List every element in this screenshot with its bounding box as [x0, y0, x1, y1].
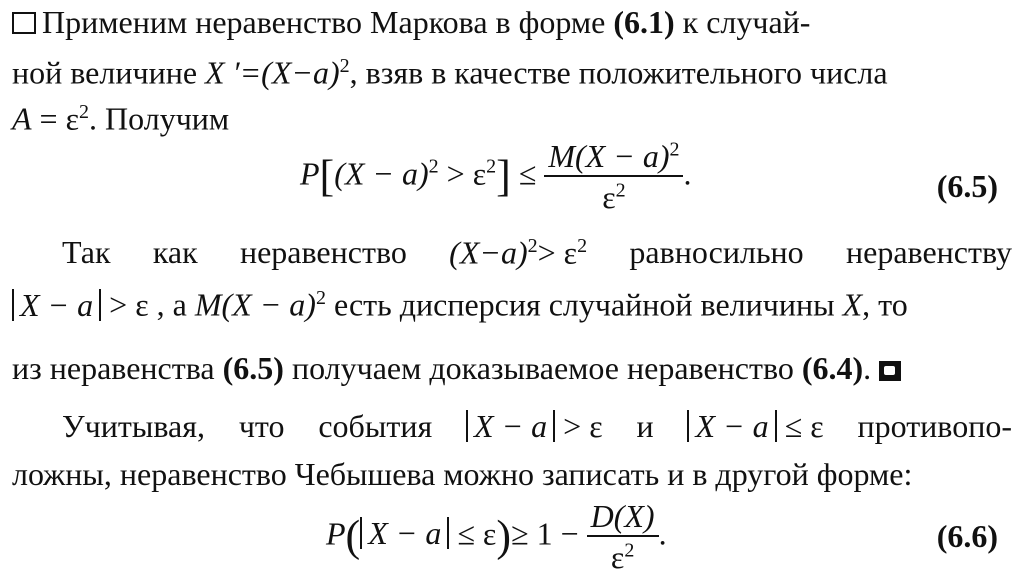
- para3-line1: Учитывая, что события X − a > ε и X − a ≤ ε противопо-: [62, 408, 1012, 444]
- fraction-6-6: $\frac{D(X)}{\varepsilon^2}$: [587, 498, 659, 576]
- proof-end-square-icon: [879, 361, 901, 381]
- abs-x-minus-a: X − a: [12, 289, 101, 321]
- ref-6-1: (6.1): [613, 4, 675, 40]
- para2-line2: X − a > ε , а $M(X - a)^2$ есть дисперсия случайной величины X, то: [12, 288, 908, 321]
- proof-start-square-icon: [12, 12, 36, 34]
- para1-line1: Применим неравенство Маркова в форме (6.1) к случай-: [12, 6, 810, 38]
- para2-line1: Так как неравенство $(X-a)^2> \varepsilon^2$ равносильно неравенству: [62, 234, 1012, 271]
- para3-line2: ложны, неравенство Чебышева можно записать и в другой форме:: [12, 456, 913, 492]
- variable-x-prime: X ′=(X−a): [205, 54, 340, 91]
- para2-line3: из неравенства (6.5) получаем доказываемое неравенство (6.4).: [12, 352, 901, 384]
- ref-6-5: (6.5): [222, 350, 284, 386]
- equation-number-6-6: (6.6): [936, 518, 998, 554]
- formula-6-6: P( X − a ≤ ε)≥ 1 − $\frac{D(X)}{\varepsilon^2}$ .: [326, 498, 667, 575]
- ref-6-4: (6.4): [801, 350, 864, 386]
- equation-number-6-5: (6.5): [936, 168, 998, 204]
- para1-line2: ной величине X $'=(X-a)^2$, взяв в качестве положительного числа: [12, 54, 888, 91]
- para1-line3: $A = \varepsilon^2$. Получим: [12, 100, 230, 137]
- fraction-6-5: $\frac{M(X - a)^2}{\varepsilon^2}$: [544, 138, 683, 216]
- formula-6-5: $P[(X - a)^2 > \varepsilon^2]$ ≤ $\frac{M(X - a)^2}{\varepsilon^2}$ .: [300, 138, 692, 215]
